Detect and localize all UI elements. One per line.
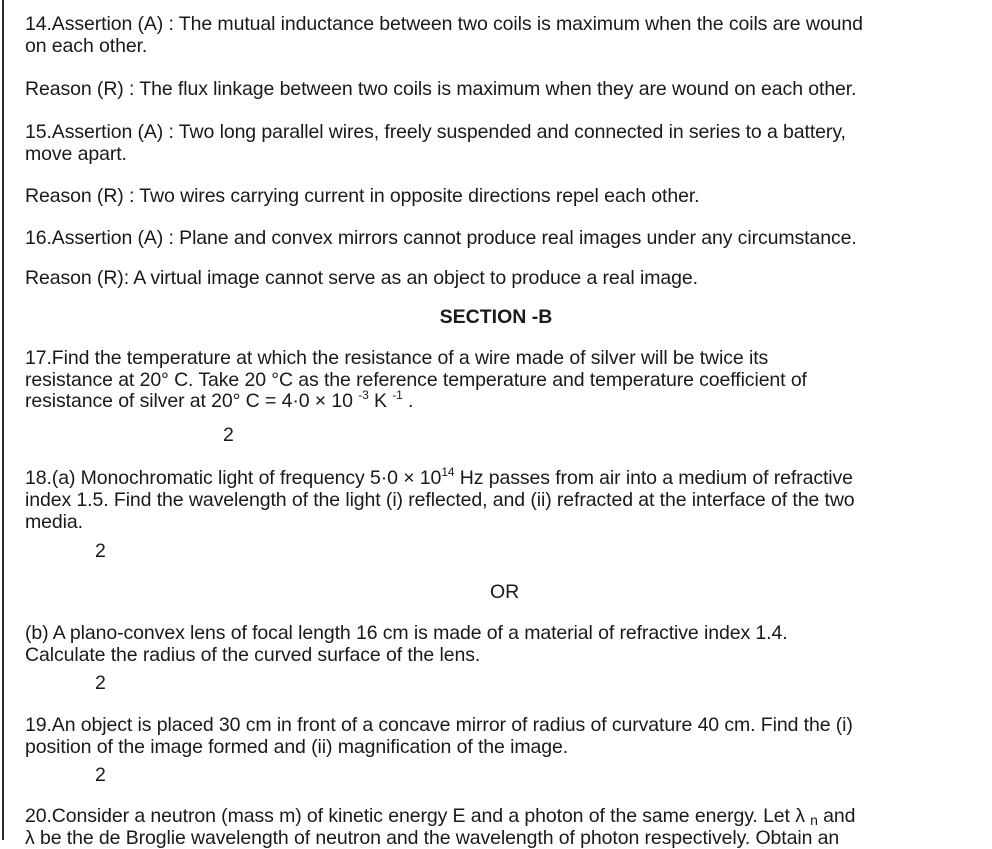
q20-line1-prefix: 20.Consider a neutron (mass m) of kinetic energy E and a photon of the same energy. Let λ	[25, 805, 811, 827]
q18a-marks: 2	[95, 540, 106, 562]
q18a-exponent: 14	[441, 465, 455, 479]
q20-line1	[25, 805, 855, 828]
q17-marks: 2	[223, 424, 234, 446]
q19-marks: 2	[95, 764, 106, 786]
q17-exponent-1: -3	[358, 388, 369, 402]
q18b-marks: 2	[95, 672, 106, 694]
q17-line3	[25, 390, 413, 414]
q14-assertion-line1: 14.Assertion (A) : The mutual inductance between two coils is maximum when the coils are wound	[25, 13, 863, 35]
q20-subscript-n: n	[810, 812, 818, 828]
q18a-line1-prefix: 18.(a) Monochromatic light of frequency 5·0 × 10	[25, 467, 442, 489]
q19-line1: 19.An object is placed 30 cm in front of a concave mirror of radius of curvature 40 cm. Find the (i)	[25, 714, 853, 736]
q19-line2: position of the image formed and (ii) magnification of the image.	[25, 736, 569, 758]
q18b-line2: Calculate the radius of the curved surface of the lens.	[25, 644, 481, 666]
q18a-line3: media.	[25, 511, 83, 533]
q14-assertion-line2: on each other.	[25, 35, 148, 57]
q17-line2: resistance at 20° C. Take 20 °C as the reference temperature and temperature coefficient of	[25, 369, 807, 391]
or-separator: OR	[490, 581, 520, 603]
q18a-line1	[25, 467, 853, 491]
q18b-line1: (b) A plano-convex lens of focal length 16 cm is made of a material of refractive index 1.4.	[25, 622, 788, 644]
section-b-heading: SECTION -B	[439, 306, 553, 328]
q14-reason: Reason (R) : The flux linkage between two coils is maximum when they are wound on each other.	[25, 78, 857, 100]
q20-line2: λ be the de Broglie wavelength of neutron and the wavelength of photon respectively. Obtain an	[25, 827, 840, 849]
q15-assertion-line2: move apart.	[25, 143, 127, 165]
q20-line1-suffix: and	[817, 805, 856, 827]
left-border-rule	[2, 0, 4, 840]
q15-reason: Reason (R) : Two wires carrying current in opposite directions repel each other.	[25, 185, 700, 207]
q18a-line1-suffix: Hz passes from air into a medium of refractive	[454, 467, 853, 489]
q16-reason: Reason (R): A virtual image cannot serve as an object to produce a real image.	[25, 267, 698, 289]
q17-line3-mid: K	[368, 390, 393, 412]
q16-assertion: 16.Assertion (A) : Plane and convex mirrors cannot produce real images under any circumstance.	[25, 227, 857, 249]
q18a-line2: index 1.5. Find the wavelength of the light (i) reflected, and (ii) refracted at the interface of the two	[25, 489, 855, 511]
q15-assertion-line1: 15.Assertion (A) : Two long parallel wires, freely suspended and connected in series to a battery,	[25, 121, 846, 143]
q17-line3-prefix: resistance of silver at 20° C = 4·0 × 10	[25, 390, 359, 412]
q17-line3-suffix: .	[402, 390, 414, 412]
q17-exponent-2: -1	[392, 388, 403, 402]
q17-line1: 17.Find the temperature at which the resistance of a wire made of silver will be twice its	[25, 347, 769, 369]
